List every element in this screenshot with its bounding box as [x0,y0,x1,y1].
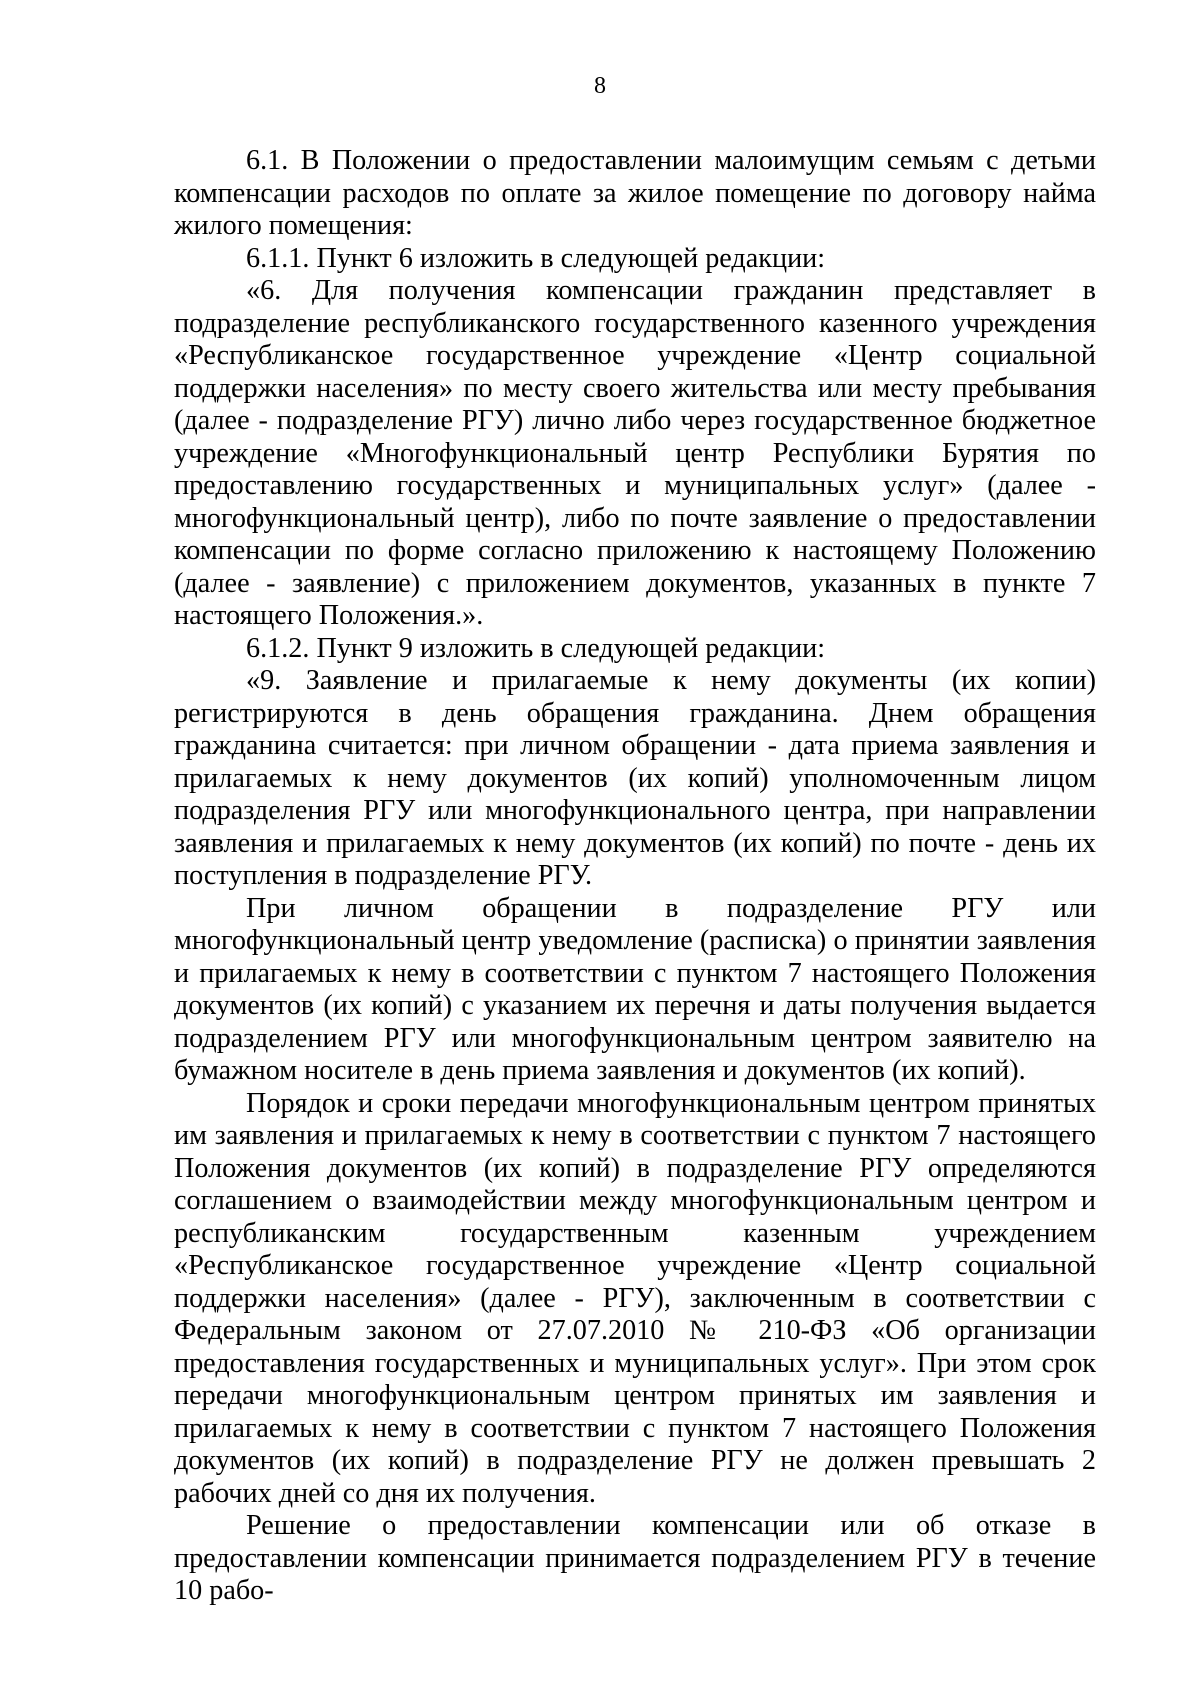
paragraph-transfer-procedure: Порядок и сроки передачи многофункциональным центром принятых им заявления и прилагаемых к нему в соответствии с пунктом 7 настоящего Положения документов (их копий) в подразделение РГУ определяются соглашением о взаимодействии между многофункциональным центром и республиканским государственным казенным учреждением «Республиканское государственное учреждение «Центр социальной поддержки населения» (далее - РГУ), заключенным в соответствии с Федеральным законом от 27.07.2010 № 210-ФЗ «Об организации предоставления государственных и муниципальных услуг». При этом срок передачи многофункциональным центром принятых им заявления и прилагаемых к нему в соответствии с пунктом 7 настоящего Положения документов (их копий) в подразделение РГУ не должен превышать 2 рабочих дней со дня их получения. [174,1087,1096,1509]
paragraph-6-1-2-heading: 6.1.2. Пункт 9 изложить в следующей редакции: [246,632,826,664]
paragraph-point-9-text: «9. Заявление и прилагаемые к нему документы (их копии) регистрируются в день обращения гражданина. Днем обращения гражданина считается: при личном обращении - дата приема заявления и прилагаемых к нему документов (их копий) уполномоченным лицом подразделения РГУ или многофункционального центра, при направлении заявления и прилагаемых к нему документов (их копий) по почте - день их поступления в подразделение РГУ. [174,665,1096,891]
paragraph-decision: Решение о предоставлении компенсации или об отказе в предоставлении компенсации принимается подразделением РГУ в течение 10 рабо- [174,1510,1096,1606]
document-body [174,145,1096,1608]
paragraph-personal-appeal: При личном обращении в подразделение РГУ или многофункциональный центр уведомление (расписка) о принятии заявления и прилагаемых к нему в соответствии с пунктом 7 настоящего Положения документов (их копий) с указанием их перечня и даты получения выдается подразделением РГУ или многофункциональным центром заявителю на бумажном носителе в день приема заявления и документов (их копий). [174,892,1096,1086]
paragraph-point-6-text: «6. Для получения компенсации гражданин представляет в подразделение республиканского государственного казенного учреждения «Республиканское государственное учреждение «Центр социальной поддержки населения» по месту своего жительства или месту пребывания (далее - подразделение РГУ) лично либо через государственное бюджетное учреждение «Многофункциональный центр Республики Бурятия по предоставлению государственных и муниципальных услуг» (далее - многофункциональный центр), либо по почте заявление о предоставлении компенсации по форме согласно приложению к настоящему Положению (далее - заявление) с приложением документов, указанных в пункте 7 настоящего Положения.». [174,275,1096,631]
paragraph-6-1-1-heading: 6.1.1. Пункт 6 изложить в следующей редакции: [246,242,826,274]
page-number: 8 [594,73,606,99]
paragraph-6-1-intro: 6.1. В Положении о предоставлении малоимущим семьям с детьми компенсации расходов по оплате за жилое помещение по договору найма жилого помещения: [174,145,1096,241]
